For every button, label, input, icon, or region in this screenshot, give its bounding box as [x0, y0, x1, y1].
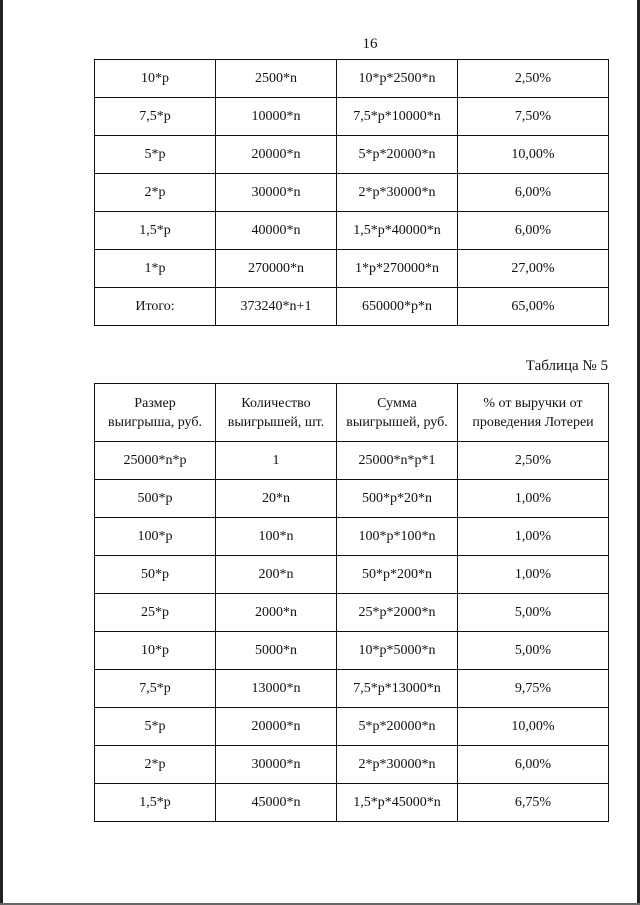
revenue-percent-cell: 2,50%	[458, 60, 609, 98]
prize-count-cell: 100*n	[216, 518, 337, 556]
prize-count-cell: 13000*n	[216, 670, 337, 708]
revenue-percent-cell: 10,00%	[458, 136, 609, 174]
revenue-percent-cell: 9,75%	[458, 670, 609, 708]
prize-size-cell: 500*р	[95, 480, 216, 518]
revenue-percent-cell: 5,00%	[458, 632, 609, 670]
header-revenue-percent: % от выручки от проведения Лотереи	[458, 384, 609, 442]
prize-sum-cell: 650000*р*n	[337, 288, 458, 326]
prize-count-cell: 40000*n	[216, 212, 337, 250]
prize-count-cell: 20000*n	[216, 136, 337, 174]
prize-sum-cell: 7,5*р*10000*n	[337, 98, 458, 136]
revenue-percent-cell: 10,00%	[458, 708, 609, 746]
table-row	[95, 784, 609, 822]
prize-size-cell: 50*р	[95, 556, 216, 594]
prize-size-cell: 25000*n*р	[95, 442, 216, 480]
table-row	[95, 174, 609, 212]
prize-sum-cell: 5*р*20000*n	[337, 708, 458, 746]
revenue-percent-cell: 5,00%	[458, 594, 609, 632]
prize-count-cell: 373240*n+1	[216, 288, 337, 326]
table-row	[95, 250, 609, 288]
prize-count-cell: 30000*n	[216, 746, 337, 784]
scan-left-edge	[0, 0, 3, 905]
prize-count-cell: 2500*n	[216, 60, 337, 98]
prize-size-cell: 5*р	[95, 708, 216, 746]
prize-table-5	[94, 383, 609, 822]
revenue-percent-cell: 1,00%	[458, 480, 609, 518]
revenue-percent-cell: 27,00%	[458, 250, 609, 288]
prize-count-cell: 20000*n	[216, 708, 337, 746]
prize-sum-cell: 25*р*2000*n	[337, 594, 458, 632]
table-header-row	[95, 384, 609, 442]
table-row	[95, 708, 609, 746]
revenue-percent-cell: 6,00%	[458, 174, 609, 212]
prize-count-cell: 200*n	[216, 556, 337, 594]
prize-table-continued	[94, 59, 609, 326]
prize-size-cell: 2*р	[95, 174, 216, 212]
table-row	[95, 746, 609, 784]
prize-sum-cell: 25000*n*р*1	[337, 442, 458, 480]
prize-size-cell: 10*р	[95, 632, 216, 670]
header-prize-size: Размер выигрыша, руб.	[95, 384, 216, 442]
prize-sum-cell: 2*р*30000*n	[337, 174, 458, 212]
table-row	[95, 212, 609, 250]
prize-sum-cell: 5*р*20000*n	[337, 136, 458, 174]
prize-size-cell: 7,5*р	[95, 670, 216, 708]
prize-size-cell: 25*р	[95, 594, 216, 632]
prize-sum-cell: 1*р*270000*n	[337, 250, 458, 288]
table-row	[95, 480, 609, 518]
prize-sum-cell: 10*р*5000*n	[337, 632, 458, 670]
revenue-percent-cell: 6,00%	[458, 212, 609, 250]
prize-sum-cell: 50*р*200*n	[337, 556, 458, 594]
header-prize-sum: Сумма выигрышей, руб.	[337, 384, 458, 442]
prize-sum-cell: 10*р*2500*n	[337, 60, 458, 98]
table-row	[95, 136, 609, 174]
prize-size-cell: 5*р	[95, 136, 216, 174]
page-number: 16	[362, 36, 378, 52]
revenue-percent-cell: 65,00%	[458, 288, 609, 326]
prize-size-cell: 100*р	[95, 518, 216, 556]
prize-count-cell: 45000*n	[216, 784, 337, 822]
prize-count-cell: 20*n	[216, 480, 337, 518]
header-prize-count: Количество выигрышей, шт.	[216, 384, 337, 442]
prize-size-cell: 2*р	[95, 746, 216, 784]
prize-count-cell: 10000*n	[216, 98, 337, 136]
table-row	[95, 632, 609, 670]
prize-count-cell: 1	[216, 442, 337, 480]
table-caption: Таблица № 5	[525, 358, 608, 374]
prize-count-cell: 30000*n	[216, 174, 337, 212]
prize-sum-cell: 7,5*р*13000*n	[337, 670, 458, 708]
prize-sum-cell: 100*р*100*n	[337, 518, 458, 556]
prize-sum-cell: 1,5*р*40000*n	[337, 212, 458, 250]
table-row	[95, 98, 609, 136]
prize-size-cell: 1,5*р	[95, 212, 216, 250]
prize-size-cell: 1*р	[95, 250, 216, 288]
revenue-percent-cell: 2,50%	[458, 442, 609, 480]
revenue-percent-cell: 1,00%	[458, 556, 609, 594]
prize-size-cell: 7,5*р	[95, 98, 216, 136]
prize-sum-cell: 2*р*30000*n	[337, 746, 458, 784]
revenue-percent-cell: 6,75%	[458, 784, 609, 822]
prize-sum-cell: 1,5*р*45000*n	[337, 784, 458, 822]
prize-count-cell: 5000*n	[216, 632, 337, 670]
prize-sum-cell: 500*р*20*n	[337, 480, 458, 518]
table-row	[95, 60, 609, 98]
table-row	[95, 518, 609, 556]
revenue-percent-cell: 7,50%	[458, 98, 609, 136]
prize-count-cell: 2000*n	[216, 594, 337, 632]
table-row	[95, 594, 609, 632]
prize-size-cell: 1,5*р	[95, 784, 216, 822]
revenue-percent-cell: 1,00%	[458, 518, 609, 556]
table-row	[95, 288, 609, 326]
table-row	[95, 670, 609, 708]
table-row	[95, 556, 609, 594]
revenue-percent-cell: 6,00%	[458, 746, 609, 784]
table-row	[95, 442, 609, 480]
prize-count-cell: 270000*n	[216, 250, 337, 288]
prize-size-cell: 10*р	[95, 60, 216, 98]
prize-size-cell: Итого:	[95, 288, 216, 326]
